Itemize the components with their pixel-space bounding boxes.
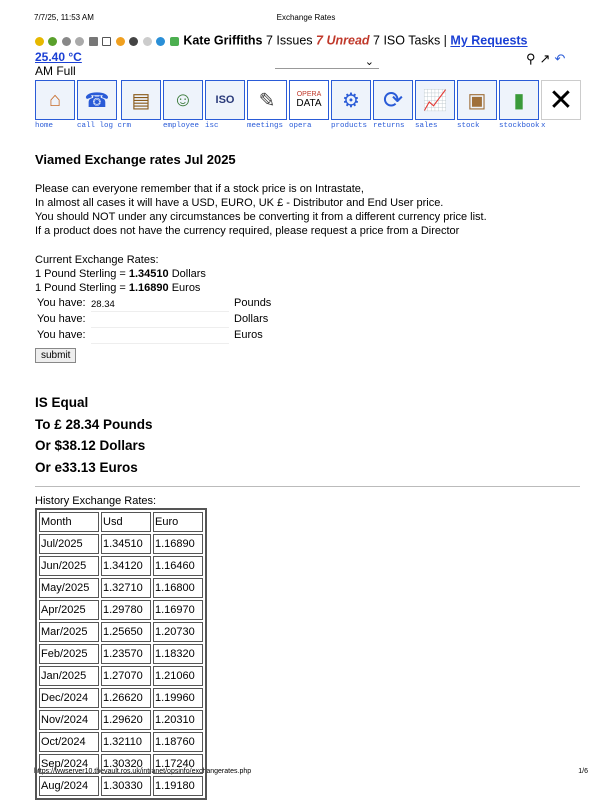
quick-icons bbox=[35, 34, 180, 48]
column-header: Usd bbox=[101, 512, 151, 532]
pounds-row bbox=[35, 297, 295, 313]
settings-icon[interactable] bbox=[62, 37, 71, 46]
euro-cell: 1.16890 bbox=[153, 534, 203, 554]
result-line: Or e33.13 Euros bbox=[35, 459, 138, 475]
euros-unit: Euros bbox=[234, 329, 263, 341]
toolbar-right bbox=[526, 51, 569, 67]
nav-meetings[interactable] bbox=[247, 80, 287, 130]
chart-icon: 📈 bbox=[415, 80, 455, 120]
external-link-icon[interactable]: ↗ bbox=[539, 51, 551, 66]
nav-sales[interactable] bbox=[415, 80, 455, 130]
euro-cell: 1.20730 bbox=[153, 622, 203, 642]
usd-cell: 1.32110 bbox=[101, 732, 151, 752]
nav-employee[interactable] bbox=[163, 80, 203, 130]
instruction-line: If a product does not have the currency required, please request a price from a Director bbox=[35, 225, 460, 237]
nav-label: call log crm bbox=[77, 122, 132, 130]
pounds-unit: Pounds bbox=[234, 297, 272, 309]
print-page-number: 1/6 bbox=[578, 768, 588, 775]
rate-usd bbox=[35, 267, 206, 281]
table-row bbox=[39, 534, 203, 554]
usd-cell: 1.32710 bbox=[101, 578, 151, 598]
nav-label: stock bbox=[457, 122, 480, 130]
table-row bbox=[39, 556, 203, 576]
usd-cell: 1.23570 bbox=[101, 644, 151, 664]
current-rates-label: Current Exchange Rates: bbox=[35, 254, 159, 266]
usd-cell: 1.29780 bbox=[101, 600, 151, 620]
euro-cell: 1.18320 bbox=[153, 644, 203, 664]
opera-data-icon: OPERA DATA bbox=[289, 80, 329, 120]
book-icon: ▮ bbox=[499, 80, 539, 120]
unread-count[interactable]: 7 Unread bbox=[316, 33, 370, 48]
euro-cell: 1.19180 bbox=[153, 776, 203, 796]
print-title: Exchange Rates bbox=[276, 13, 336, 22]
euro-cell: 1.20310 bbox=[153, 710, 203, 730]
month-cell: Apr/2025 bbox=[39, 600, 99, 620]
column-header: Month bbox=[39, 512, 99, 532]
month-cell: Aug/2024 bbox=[39, 776, 99, 796]
print-datetime: 7/7/25, 11:53 AM bbox=[34, 13, 94, 22]
rate-eur bbox=[35, 281, 206, 295]
nav-employee-board[interactable] bbox=[121, 80, 161, 120]
divider bbox=[35, 486, 580, 487]
table-row bbox=[39, 688, 203, 708]
rate-eur-value: 1.16890 bbox=[128, 282, 169, 294]
usd-cell: 1.30320 bbox=[101, 754, 151, 774]
you-have-label: You have: bbox=[37, 329, 86, 341]
usd-cell: 1.26620 bbox=[101, 688, 151, 708]
people-icon: ☺ bbox=[163, 80, 203, 120]
table-row bbox=[39, 622, 203, 642]
search-icon[interactable]: ⚲ bbox=[526, 51, 536, 66]
euro-cell: 1.19960 bbox=[153, 688, 203, 708]
instruction-line: You should NOT under any circumstances be converting it from a different currency price list. bbox=[35, 211, 487, 223]
shopping-bag-icon[interactable] bbox=[170, 37, 179, 46]
instruction-line: In almost all cases it will have a USD, EURO, UK £ - Distributor and End User price. bbox=[35, 197, 444, 209]
usd-cell: 1.34120 bbox=[101, 556, 151, 576]
nav-stockbook[interactable] bbox=[499, 80, 539, 130]
euro-cell: 1.18760 bbox=[153, 732, 203, 752]
usd-cell: 1.34510 bbox=[101, 534, 151, 554]
rate-eur-suffix: Euros bbox=[168, 282, 201, 294]
nav-isc[interactable] bbox=[205, 80, 245, 130]
nav-call-log[interactable] bbox=[77, 80, 132, 130]
history-table bbox=[35, 508, 207, 800]
rate-usd-suffix: Dollars bbox=[168, 268, 206, 280]
table-header-row bbox=[39, 512, 203, 532]
nav-label: employee bbox=[163, 122, 200, 130]
gears-icon: ⚙ bbox=[331, 80, 371, 120]
reply-icon[interactable]: ↶ bbox=[554, 51, 566, 66]
result-line: Or $38.12 Dollars bbox=[35, 438, 146, 453]
nav-label: x bbox=[541, 122, 546, 130]
nav-stock[interactable] bbox=[457, 80, 497, 130]
you-have-label: You have: bbox=[37, 297, 86, 309]
copy-icon[interactable] bbox=[102, 37, 111, 46]
month-cell: Feb/2025 bbox=[39, 644, 99, 664]
usd-cell: 1.30330 bbox=[101, 776, 151, 796]
nav-label: meetings bbox=[247, 122, 284, 130]
rate-usd-prefix: 1 Pound Sterling = bbox=[35, 268, 129, 280]
dollars-input[interactable] bbox=[91, 313, 229, 328]
you-have-label: You have: bbox=[37, 313, 86, 325]
nav-returns[interactable] bbox=[373, 80, 413, 130]
current-rates bbox=[35, 253, 206, 295]
main-navigation bbox=[35, 80, 585, 130]
euro-cell: 1.17240 bbox=[153, 754, 203, 774]
user-name: Kate Griffiths bbox=[183, 33, 263, 48]
dots-icon[interactable] bbox=[143, 37, 152, 46]
month-cell: May/2025 bbox=[39, 578, 99, 598]
table-row bbox=[39, 776, 203, 796]
result-line: IS Equal bbox=[35, 395, 89, 410]
rate-eur-prefix: 1 Pound Sterling = bbox=[35, 282, 129, 294]
phone-icon: ☎ bbox=[77, 80, 117, 120]
month-cell: Dec/2024 bbox=[39, 688, 99, 708]
nav-label: returns bbox=[373, 122, 405, 130]
euro-cell: 1.16970 bbox=[153, 600, 203, 620]
conversion-result bbox=[35, 392, 153, 478]
month-cell: Jul/2025 bbox=[39, 534, 99, 554]
usd-cell: 1.27070 bbox=[101, 666, 151, 686]
pounds-input[interactable] bbox=[91, 297, 229, 312]
notice-board-icon: ▤ bbox=[121, 80, 161, 120]
page-title: Viamed Exchange rates Jul 2025 bbox=[35, 152, 236, 167]
globe-icon[interactable] bbox=[156, 37, 165, 46]
temperature-link[interactable]: 25.40 °C bbox=[35, 50, 82, 64]
weather-status: AM Full bbox=[35, 64, 76, 78]
rate-usd-value: 1.34510 bbox=[128, 268, 169, 280]
refresh-icon: ⟳ bbox=[373, 80, 413, 120]
dollars-row bbox=[35, 313, 295, 329]
nav-label: stockbook bbox=[499, 122, 540, 130]
month-cell: Oct/2024 bbox=[39, 732, 99, 752]
table-row bbox=[39, 710, 203, 730]
smiley-icon[interactable] bbox=[116, 37, 125, 46]
month-cell: Jun/2025 bbox=[39, 556, 99, 576]
converter-form bbox=[35, 297, 295, 363]
table-row bbox=[39, 578, 203, 598]
table-row bbox=[39, 600, 203, 620]
nav-close[interactable] bbox=[541, 80, 581, 130]
usd-cell: 1.25650 bbox=[101, 622, 151, 642]
gear-icon[interactable] bbox=[75, 37, 84, 46]
print-url: https://wwserver10.thevault.ros.uk/intranet/opsinfo/exchangerates.php bbox=[34, 768, 252, 775]
nav-opera[interactable] bbox=[289, 80, 329, 130]
table-row bbox=[39, 644, 203, 664]
euros-row bbox=[35, 329, 295, 345]
nav-label: opera bbox=[289, 122, 312, 130]
instruction-line: Please can everyone remember that if a stock price is on Intrastate, bbox=[35, 183, 364, 195]
iso-icon: ISO bbox=[205, 80, 245, 120]
issues-count[interactable]: 7 Issues bbox=[266, 33, 313, 48]
instructions bbox=[35, 182, 487, 238]
month-cell: Mar/2025 bbox=[39, 622, 99, 642]
site-select[interactable] bbox=[275, 55, 379, 69]
table-row bbox=[39, 666, 203, 686]
euro-cell: 1.16800 bbox=[153, 578, 203, 598]
table-row bbox=[39, 732, 203, 752]
euro-cell: 1.21060 bbox=[153, 666, 203, 686]
result-line: To £ 28.34 Pounds bbox=[35, 416, 153, 432]
submit-button[interactable]: submit bbox=[35, 348, 76, 363]
leaf-icon[interactable] bbox=[48, 37, 57, 46]
nav-home[interactable] bbox=[35, 80, 75, 130]
usd-cell: 1.29620 bbox=[101, 710, 151, 730]
euro-cell: 1.16460 bbox=[153, 556, 203, 576]
nav-label: home bbox=[35, 122, 54, 130]
info-icon[interactable] bbox=[129, 37, 138, 46]
my-requests-link[interactable]: My Requests bbox=[450, 33, 528, 48]
table-row bbox=[39, 754, 203, 774]
box-icon: ▣ bbox=[457, 80, 497, 120]
dollars-unit: Dollars bbox=[234, 313, 269, 325]
month-cell: Sep/2024 bbox=[39, 754, 99, 774]
column-header: Euro bbox=[153, 512, 203, 532]
history-title: History Exchange Rates: bbox=[35, 495, 157, 507]
euros-input[interactable] bbox=[91, 329, 229, 344]
nav-products[interactable] bbox=[331, 80, 371, 130]
chevron-down-icon: ⌄ bbox=[364, 56, 374, 68]
top-status-bar bbox=[35, 33, 595, 49]
pencil-icon: ✎ bbox=[247, 80, 287, 120]
month-cell: Nov/2024 bbox=[39, 710, 99, 730]
close-icon: ✕ bbox=[541, 80, 581, 120]
nav-label: products bbox=[331, 122, 368, 130]
iso-tasks-count[interactable]: 7 ISO Tasks | bbox=[373, 33, 447, 48]
nav-label: isc bbox=[205, 122, 219, 130]
house-icon: ⌂ bbox=[35, 80, 75, 120]
month-cell: Jan/2025 bbox=[39, 666, 99, 686]
nav-label: sales bbox=[415, 122, 438, 130]
star-icon[interactable] bbox=[35, 37, 44, 46]
calculator-icon[interactable] bbox=[89, 37, 98, 46]
